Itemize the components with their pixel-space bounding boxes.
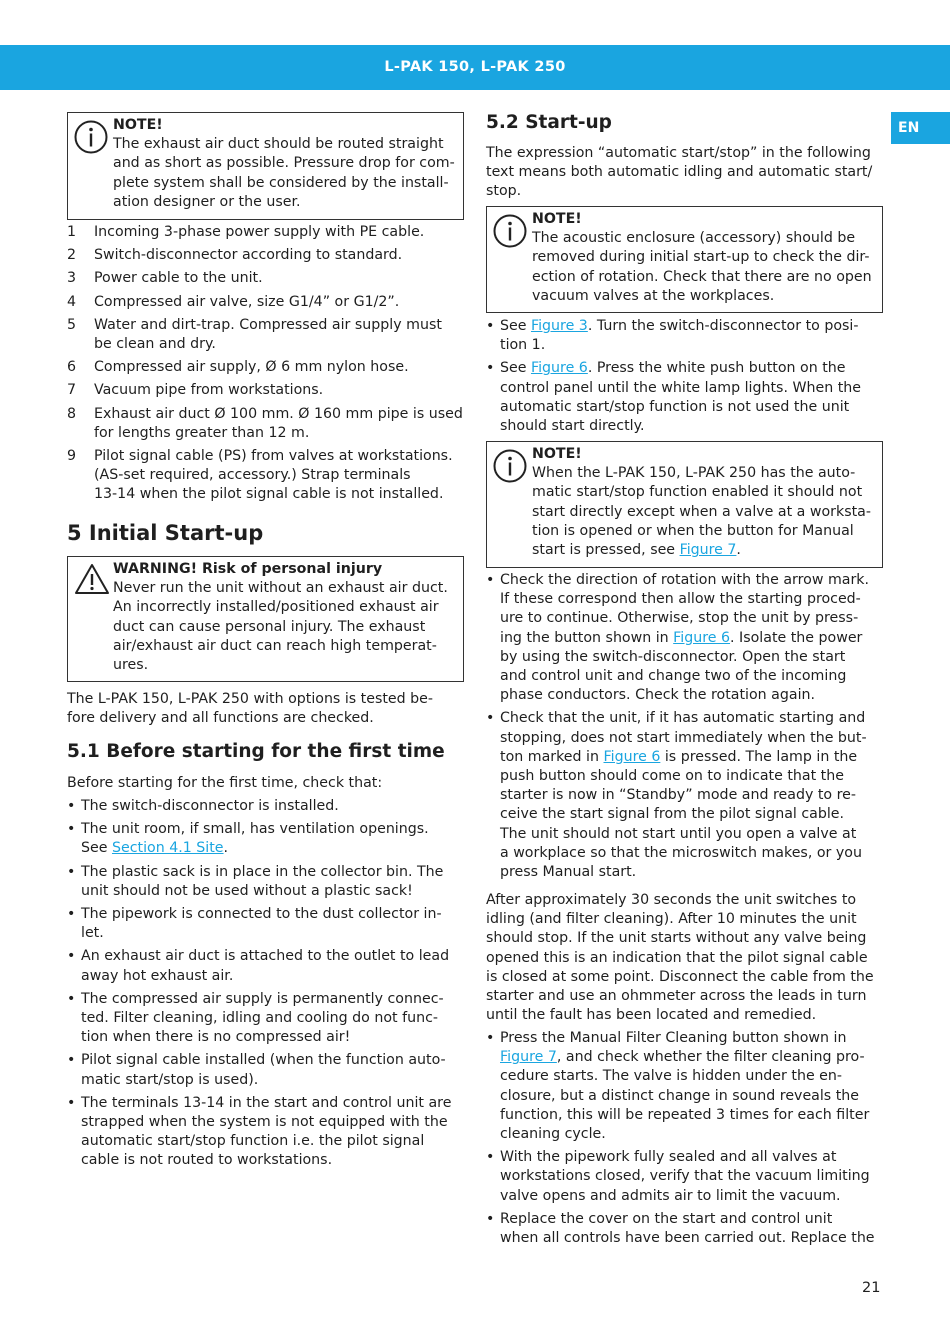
startup-steps-a xyxy=(486,317,883,436)
item-text: Power cable to the unit. xyxy=(94,270,263,287)
item-text: Exhaust air duct Ø 100 mm. Ø 160 mm pipe is used xyxy=(94,405,463,422)
item-text: Incoming 3-phase power supply with PE cable. xyxy=(94,224,425,240)
note-line: ation designer or the user. xyxy=(113,193,301,210)
item-text: workstations closed, verify that the vacuum limiting xyxy=(500,1168,870,1185)
note-title: NOTE! xyxy=(532,446,582,462)
list-item xyxy=(486,709,883,882)
note-line: and as short as possible. Pressure drop for com- xyxy=(113,155,455,172)
item-text: See xyxy=(500,318,531,334)
note-line: tion is opened or when the button for Manual xyxy=(532,522,854,539)
item-text: The switch-disconnector is installed. xyxy=(81,798,339,814)
list-item xyxy=(486,571,883,705)
after-paragraph xyxy=(486,891,883,1025)
item-text: for lengths greater than 12 m. xyxy=(94,424,310,441)
section-5-heading: 5 Initial Start-up xyxy=(67,521,264,545)
item-text: function, this will be repeated 3 times for each filter xyxy=(500,1106,870,1123)
item-text: Compressed air supply, Ø 6 mm nylon hose. xyxy=(94,359,409,376)
item-number: 9 xyxy=(67,448,77,465)
warning-triangle-icon xyxy=(74,563,110,595)
paragraph-line: should stop. If the unit starts without any valve being xyxy=(486,930,867,947)
section-4-1-link[interactable]: Section 4.1 Site xyxy=(111,840,224,857)
document-title: L-PAK 150, L-PAK 250 xyxy=(384,59,566,75)
paragraph-line: stop. xyxy=(486,183,522,200)
figure-6-link[interactable]: Figure 6 xyxy=(673,629,731,646)
list-item xyxy=(67,1094,464,1171)
item-text: The terminals 13-14 in the start and control unit are xyxy=(81,1094,452,1111)
list-item xyxy=(67,223,464,242)
list-item xyxy=(486,1210,883,1248)
list-item xyxy=(67,358,464,377)
item-number: 5 xyxy=(67,316,77,333)
note-line xyxy=(532,541,876,560)
header-bar xyxy=(0,45,950,90)
item-text: . Press the white push button on the xyxy=(587,360,846,377)
note-line: The exhaust air duct should be routed straight xyxy=(113,136,444,153)
item-text: See xyxy=(500,360,531,377)
list-item xyxy=(67,246,464,265)
item-number: 6 xyxy=(67,359,77,376)
item-text: starter is now in “Standby” mode and ready to re- xyxy=(500,787,856,804)
item-text: Check that the unit, if it has automatic starting and xyxy=(500,710,866,727)
item-text: Vacuum pipe from workstations. xyxy=(94,382,324,399)
paragraph-line: fore delivery and all functions are checked. xyxy=(67,710,374,727)
item-text: . xyxy=(223,840,229,857)
list-item xyxy=(67,293,464,312)
item-text: If these correspond then allow the starting proced- xyxy=(500,591,861,608)
warning-line: Never run the unit without an exhaust air duct. xyxy=(113,580,448,597)
note-line: vacuum valves at the workplaces. xyxy=(532,287,775,304)
item-text: control panel until the white lamp lights. When the xyxy=(500,379,861,396)
figure-7-link[interactable]: Figure 7 xyxy=(500,1049,557,1066)
paragraph-line: The expression “automatic start/stop” in the following xyxy=(486,145,871,161)
item-text: stopping, does not start immediately when the but- xyxy=(500,729,867,746)
note-title: NOTE! xyxy=(113,117,163,133)
item-number: 7 xyxy=(67,382,77,399)
item-text: is pressed. The lamp in the xyxy=(660,748,858,765)
list-item xyxy=(67,905,464,943)
item-number: 2 xyxy=(67,247,77,264)
note-line: When the L-PAK 150, L-PAK 250 has the auto- xyxy=(532,465,856,482)
item-text: by using the switch-disconnector. Open the start xyxy=(500,648,846,665)
item-number: 8 xyxy=(67,405,77,422)
item-text: when all controls have been carried out. Replace the xyxy=(500,1230,875,1247)
item-text: valve opens and admits air to limit the vacuum. xyxy=(500,1187,841,1204)
item-text: Check the direction of rotation with the arrow mark. xyxy=(500,572,870,588)
item-text: The unit should not start until you open a valve at xyxy=(500,825,857,842)
list-item xyxy=(67,863,464,901)
item-text: Compressed air valve, size G1/4” or G1/2”. xyxy=(94,293,400,310)
item-text: ton marked in xyxy=(500,748,604,765)
paragraph-line: text means both automatic idling and automatic start/ xyxy=(486,164,873,181)
item-text: matic start/stop is used). xyxy=(81,1071,259,1088)
list-item xyxy=(67,447,464,505)
item-text: automatic start/stop function i.e. the pilot signal xyxy=(81,1133,425,1150)
startup-steps-c xyxy=(486,1029,883,1248)
intro-paragraph xyxy=(67,690,464,728)
item-number: 4 xyxy=(67,293,77,310)
page-number: 21 xyxy=(862,1280,881,1296)
item-text: . Isolate the power xyxy=(730,629,863,646)
item-text: push button should come on to indicate that the xyxy=(500,768,844,785)
checklist xyxy=(67,797,464,1171)
note-text: start is pressed, see xyxy=(532,542,680,559)
note-box xyxy=(486,206,883,313)
item-text: Water and dirt-trap. Compressed air supply must xyxy=(94,316,442,333)
paragraph-line: After approximately 30 seconds the unit switches to xyxy=(486,892,857,908)
section-5-1-heading: 5.1 Before starting for the first time xyxy=(67,741,445,762)
note-line: ection of rotation. Check that there are no open xyxy=(532,268,872,285)
note-box xyxy=(67,112,464,220)
figure-6-link[interactable]: Figure 6 xyxy=(530,360,588,377)
info-icon xyxy=(493,449,527,483)
item-number: 3 xyxy=(67,270,77,287)
info-icon xyxy=(74,120,108,154)
note-line: start directly except when a valve at a worksta- xyxy=(532,503,871,520)
info-icon xyxy=(493,214,527,248)
item-text: closure, but a distinct change in sound reveals the xyxy=(500,1087,859,1104)
item-text: The plastic sack is in place in the collector bin. The xyxy=(81,863,444,880)
note-line: matic start/stop function enabled it should not xyxy=(532,484,863,501)
item-text: ted. Filter cleaning, idling and cooling do not func- xyxy=(81,1010,439,1027)
list-item xyxy=(67,316,464,354)
item-text: The unit room, if small, has ventilation openings. xyxy=(81,821,429,838)
item-text: , and check whether the filter cleaning pro- xyxy=(556,1049,865,1066)
warning-line: ures. xyxy=(113,657,149,674)
startup-steps-b xyxy=(486,571,883,882)
section-5-2-heading: 5.2 Start-up xyxy=(486,112,612,133)
list-item xyxy=(67,797,464,816)
item-text: Switch-disconnector according to standard. xyxy=(94,247,403,264)
list-item xyxy=(67,405,464,443)
paragraph-line: opened this is an indication that the pilot signal cable xyxy=(486,949,868,966)
item-text: With the pipework fully sealed and all valves at xyxy=(500,1149,837,1166)
paragraph-line: idling (and filter cleaning). After 10 minutes the unit xyxy=(486,911,857,928)
item-text: See xyxy=(81,840,112,857)
paragraph-line: The L-PAK 150, L-PAK 250 with options is tested be- xyxy=(67,691,434,707)
item-text: Replace the cover on the start and control unit xyxy=(500,1210,833,1227)
item-number: 1 xyxy=(67,224,77,240)
item-text: The pipework is connected to the dust collector in- xyxy=(81,906,442,923)
list-item xyxy=(486,359,883,436)
list-item xyxy=(67,1051,464,1089)
startup-intro xyxy=(486,144,883,202)
list-item xyxy=(67,269,464,288)
item-text: Pilot signal cable installed (when the function auto- xyxy=(81,1052,446,1069)
item-text: tion 1. xyxy=(500,337,546,354)
paragraph-line: is closed at some point. Disconnect the cable from the xyxy=(486,968,874,985)
item-text: Pilot signal cable (PS) from valves at workstations. xyxy=(94,448,453,465)
paragraph-line: starter and use an ohmmeter across the leads in turn xyxy=(486,988,867,1005)
paragraph-line: until the fault has been located and remedied. xyxy=(486,1007,817,1024)
item-text: . Turn the switch-disconnector to posi- xyxy=(587,318,859,334)
note-line: removed during initial start-up to check the dir- xyxy=(532,249,870,266)
item-text: Press the Manual Filter Cleaning button shown in xyxy=(500,1030,847,1046)
list-item xyxy=(67,947,464,985)
list-item xyxy=(67,381,464,400)
item-text: a workplace so that the microswitch makes, or you xyxy=(500,844,862,861)
list-item xyxy=(67,820,464,858)
note-box xyxy=(486,441,883,568)
item-text: cedure starts. The valve is hidden under the en- xyxy=(500,1068,843,1085)
warning-line: air/exhaust air duct can reach high temperat- xyxy=(113,637,437,654)
warning-box xyxy=(67,556,464,682)
note-line: plete system shall be considered by the install- xyxy=(113,174,449,191)
item-text: away hot exhaust air. xyxy=(81,967,234,984)
list-item xyxy=(486,1148,883,1206)
list-item xyxy=(486,317,883,355)
item-text: An exhaust air duct is attached to the outlet to lead xyxy=(81,948,450,965)
item-text: unit should not be used without a plastic sack! xyxy=(81,882,413,899)
language-tab: EN xyxy=(891,112,950,144)
item-text: be clean and dry. xyxy=(94,336,216,353)
warning-title: WARNING! Risk of personal injury xyxy=(113,561,383,577)
item-text: ure to continue. Otherwise, stop the unit by press- xyxy=(500,610,859,627)
item-text: tion when there is no compressed air! xyxy=(81,1029,351,1046)
figure-7-link[interactable]: Figure 7 xyxy=(679,542,737,559)
item-text: automatic start/stop function is not used the unit xyxy=(500,398,850,415)
item-text: The compressed air supply is permanently connec- xyxy=(81,990,444,1007)
item-text: should start directly. xyxy=(500,418,645,435)
item-text: strapped when the system is not equipped with the xyxy=(81,1114,448,1131)
item-text: (AS-set required, accessory.) Strap terminals xyxy=(94,467,411,484)
list-item xyxy=(67,990,464,1048)
item-text: and control unit and change two of the incoming xyxy=(500,668,847,685)
numbered-list xyxy=(67,223,464,505)
section-5-1-intro: Before starting for the first time, check that: xyxy=(67,775,383,791)
item-text: ceive the start signal from the pilot signal cable. xyxy=(500,806,845,823)
item-text: phase conductors. Check the rotation again. xyxy=(500,687,816,704)
item-text: ing the button shown in xyxy=(500,629,674,646)
list-item xyxy=(486,1029,883,1144)
item-text: let. xyxy=(81,925,104,942)
warning-line: An incorrectly installed/positioned exhaust air xyxy=(113,599,439,616)
note-line: The acoustic enclosure (accessory) should be xyxy=(532,230,856,247)
note-title: NOTE! xyxy=(532,211,582,227)
figure-6-link[interactable]: Figure 6 xyxy=(603,748,661,765)
item-text: press Manual start. xyxy=(500,864,637,881)
figure-3-link[interactable]: Figure 3 xyxy=(530,318,588,334)
item-text: cleaning cycle. xyxy=(500,1126,606,1143)
item-text: cable is not routed to workstations. xyxy=(81,1152,333,1169)
item-text: 13-14 when the pilot signal cable is not installed. xyxy=(94,486,444,503)
warning-line: duct can cause personal injury. The exhaust xyxy=(113,618,426,635)
note-text: . xyxy=(736,542,741,559)
